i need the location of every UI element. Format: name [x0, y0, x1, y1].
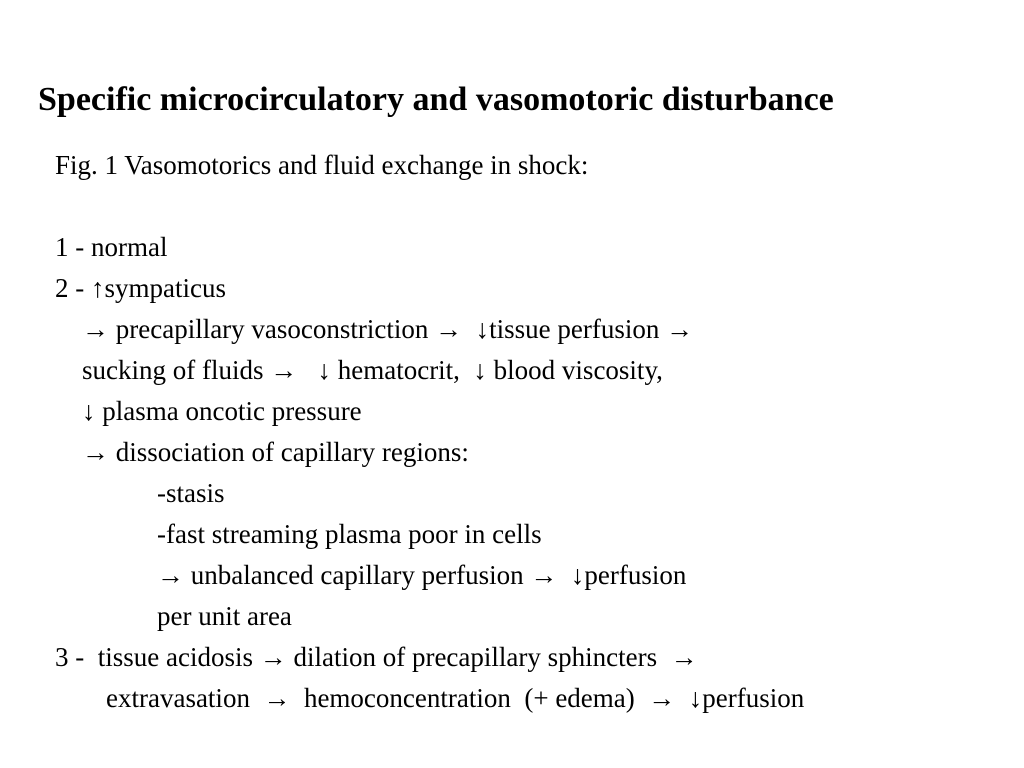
text-line: sucking of fluids → ↓ hematocrit, ↓ blood viscosity,	[82, 355, 663, 385]
text-line: extravasation → hemoconcentration (+ edema) → ↓perfusion	[106, 683, 805, 713]
text-line: → unbalanced capillary perfusion → ↓perfusion	[157, 560, 687, 590]
text-line: -fast streaming plasma poor in cells	[157, 519, 542, 549]
text-line: → dissociation of capillary regions:	[82, 437, 469, 467]
text-line: 3 - tissue acidosis → dilation of precapillary sphincters →	[55, 642, 698, 672]
slide-body	[55, 145, 804, 719]
text-line: 1 - normal	[55, 232, 168, 262]
slide-title: Specific microcirculatory and vasomotoric disturbance	[38, 81, 834, 118]
figure-caption: Fig. 1 Vasomotorics and fluid exchange in shock:	[55, 150, 589, 180]
spacer	[55, 186, 804, 227]
text-line: ↓ plasma oncotic pressure	[82, 396, 362, 426]
text-line: → precapillary vasoconstriction → ↓tissue perfusion →	[82, 314, 694, 344]
text-line: 2 - ↑sympaticus	[55, 273, 226, 303]
text-line: per unit area	[157, 601, 292, 631]
text-line: -stasis	[157, 478, 225, 508]
